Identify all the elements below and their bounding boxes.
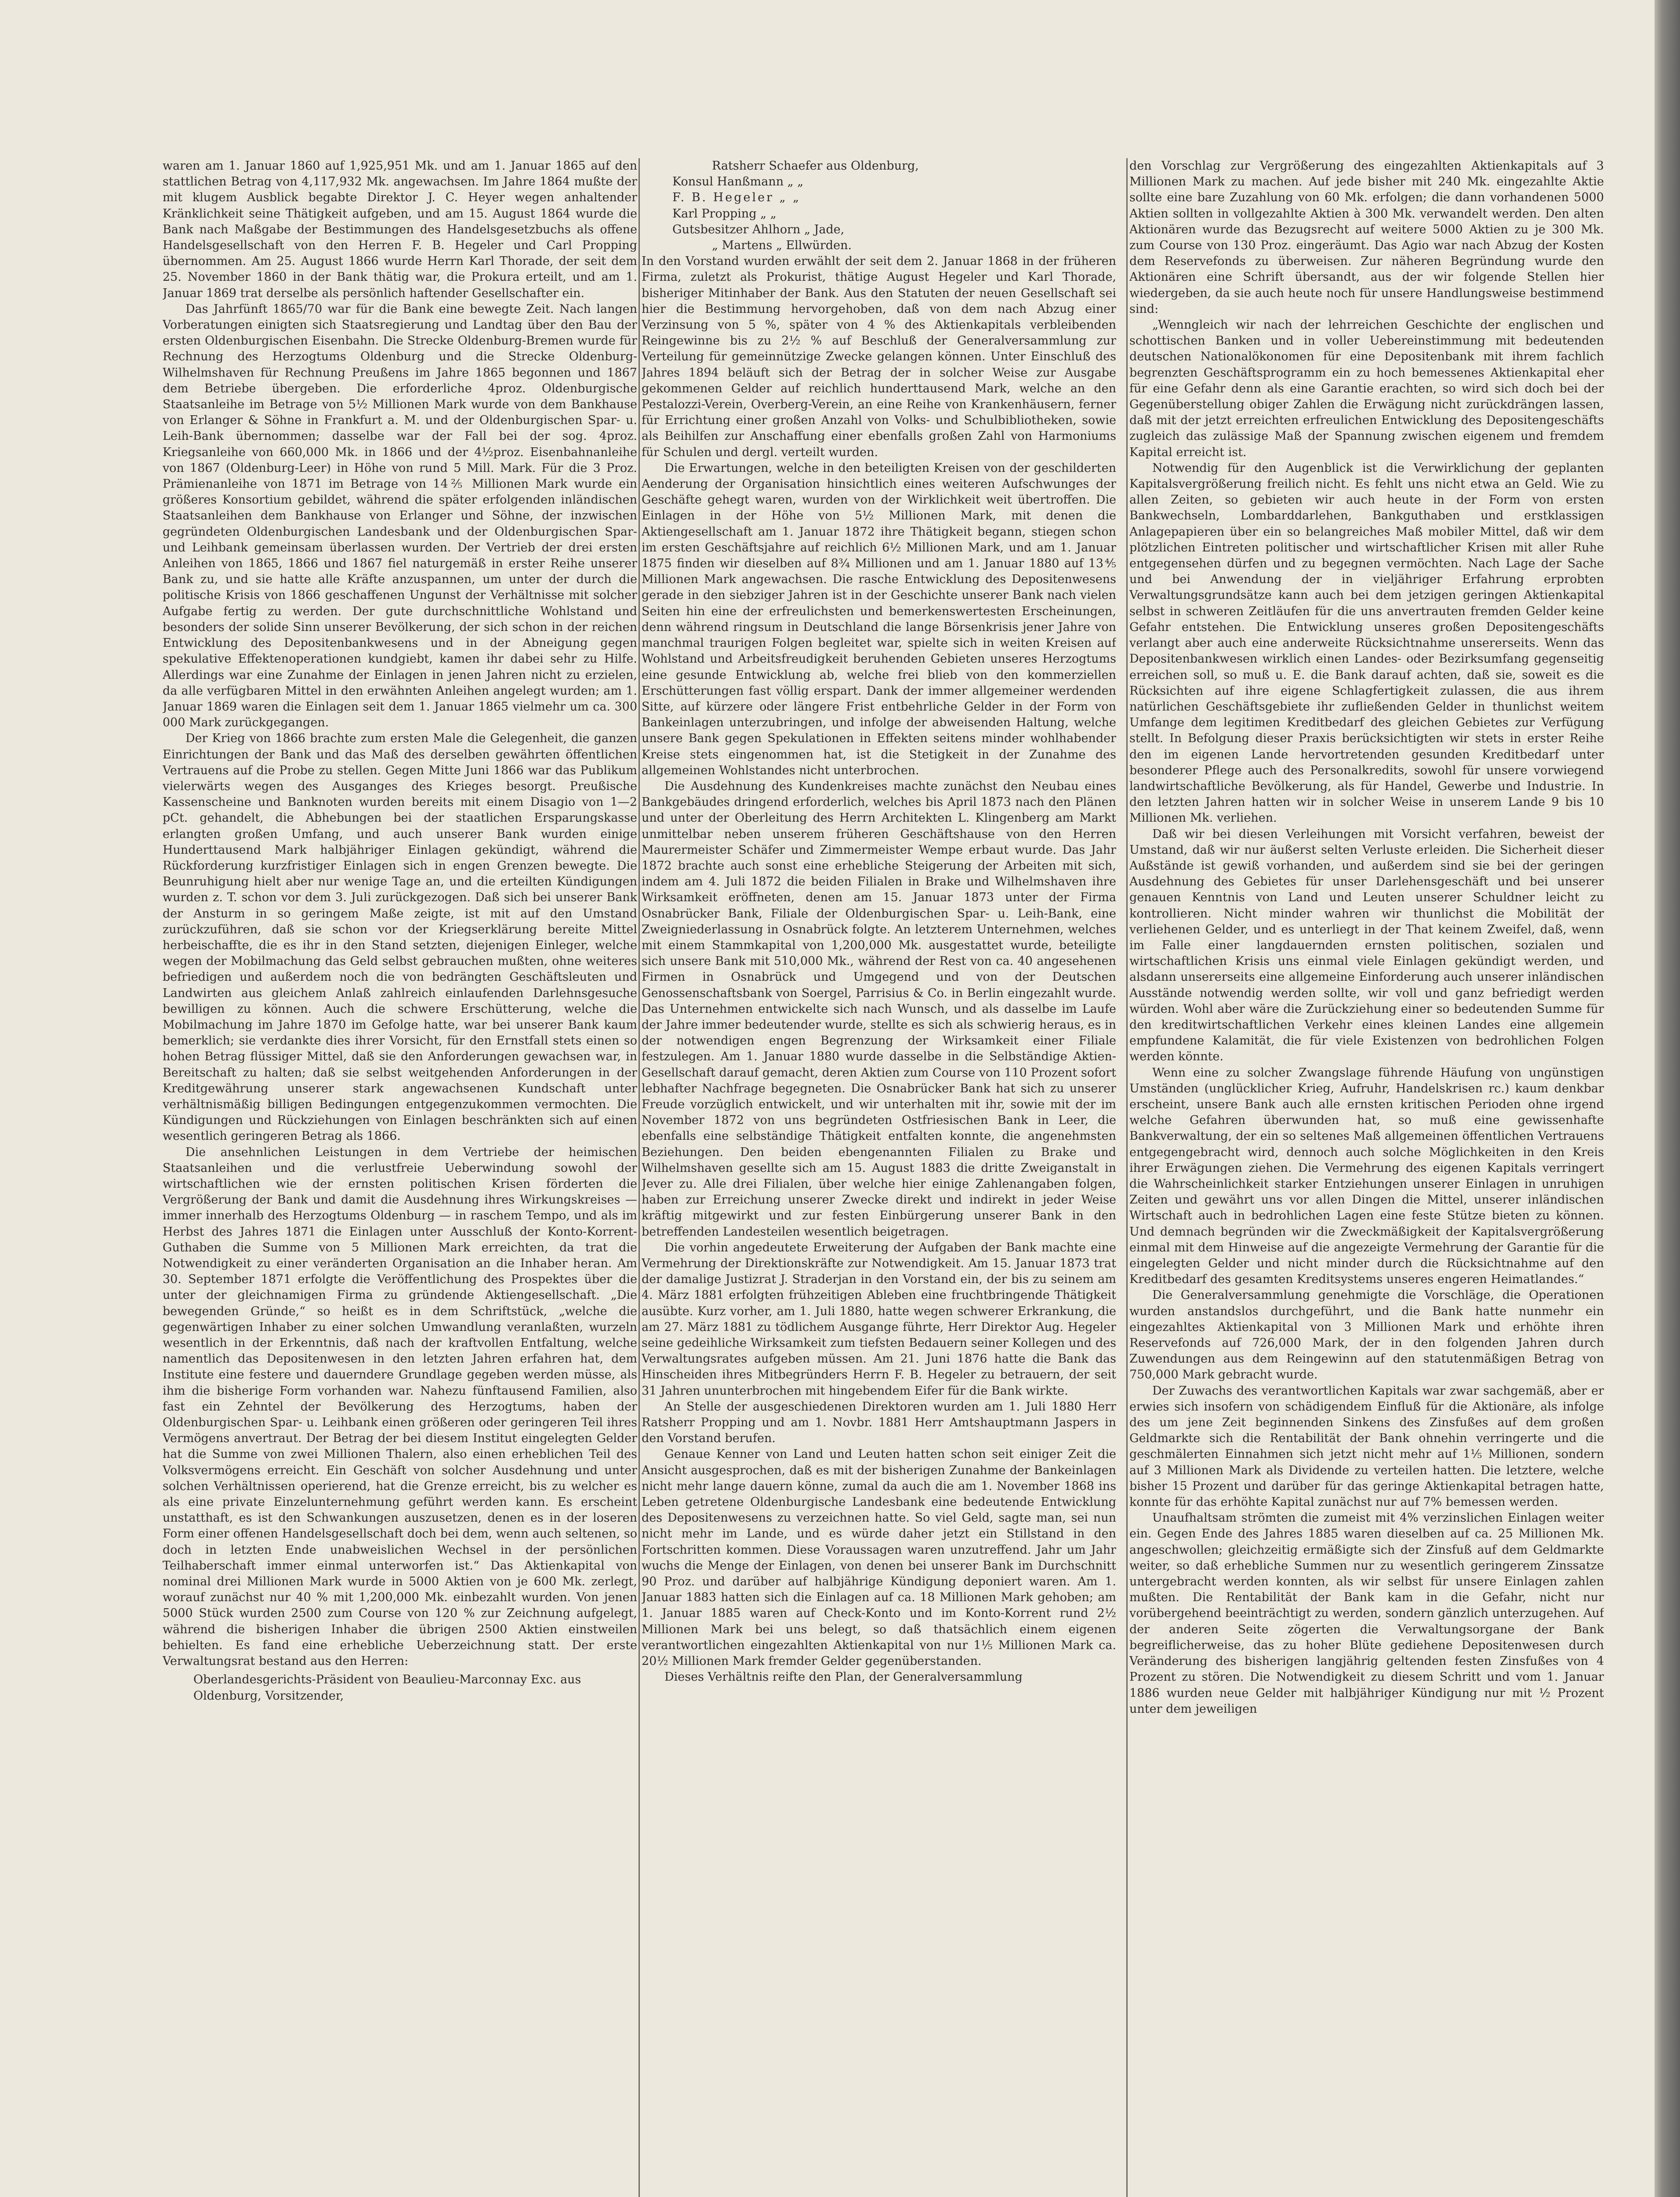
paragraph: Die Generalversammlung genehmigte die Vorschläge, die Operationen wurden anstandslos durchgeführt, und die Bank hatte nunmehr ein eingezahltes Aktienkapital von 3 Millionen Mark und erhöhte ihren Reservefonds auf 726,000 Mark, der in den folgenden Jahren durch Zuwendungen aus dem Reingewinn auf den statutenmäßigen Betrag von 750,000 Mark gebracht wurde. [1129,1288,1604,1382]
column-divider [639,158,640,2197]
paragraph: „Wenngleich wir nach der lehrreichen Geschichte der englischen und schottischen Banken und in voller Uebereinstimmung mit bedeutenden deutschen Nationalökonomen für eine Depositenbank mit ihrem fachlich begrenzten Geschäftsprogramm ein zu hoch bemessenes Aktienkapital eher für eine Gefahr denn als eine Garantie erachten, so wird sich doch bei der Gegenüberstellung obiger Zahlen die Erwägung nicht zurückdrängen lassen, daß mit der jetzt erreichten erfreulichen Entwicklung des Depositengeschäfts zugleich das zulässige Maß der Spannung zwischen eigenem und fremdem Kapital erreicht ist. [1129,318,1604,459]
paragraph: Die vorhin angedeutete Erweiterung der Aufgaben der Bank machte eine Vermehrung der Direktionskräfte zur Notwendigkeit. Am 15. Januar 1873 trat der damalige Justizrat J. Straderjan in den Vorstand ein, der bis zu seinem am 4. März 1881 erfolgten frühzeitigen Ableben eine fruchtbringende Thätigkeit ausübte. Kurz vorher, am 1. Juli 1880, hatte wegen schwerer Erkrankung, die am 27. März 1881 zu tödlichem Ausgange führte, Herr Direktor Aug. Hegeler seine gedeihliche Wirksamkeit zum tiefsten Bedauern seiner Kollegen und des Verwaltungsrates aufgeben müssen. Am 21. Juni 1876 hatte die Bank das Hinscheiden ihres Mitbegründers Herrn F. B. Hegeler zu betrauern, der seit 31 Jahren ununterbrochen mit hingebendem Eifer für die Bank wirkte. [642,1240,1116,1398]
board-member: „ Martens „ Ellwürden. [712,239,852,253]
board-member: Konsul Hanßmann „ „ [672,175,804,189]
paragraph: Der Zuwachs des verantwortlichen Kapitals war zwar sachgemäß, aber er erwies sich insofern von schädigendem Einfluß für die Aktionäre, als infolge des um jene Zeit beginnenden Sinkens des Zinsfußes auf dem großen Geldmarkte sich die Rentabilität der Bank ohnehin verringerte und die geschmälerten Einnahmen sich jetzt nicht mehr auf 1⅕ Millionen, sondern auf 3 Millionen Mark als Dividende zu verteilen hatten. Die letztere, welche bisher 15 Prozent und darüber für das geringe Aktienkapital betragen hatte, konnte für das erhöhte Kapital zunächst nur auf 7% bemessen werden. [1129,1384,1604,1509]
paragraph: den Vorschlag zur Vergrößerung des eingezahlten Aktienkapitals auf 3 Millionen Mark zu machen. Auf jede bisher mit 240 Mk. eingezahlte Aktie sollte eine bare Zuzahlung von 60 Mk. erfolgen; die dann vorhandenen 5000 Aktien sollten in vollgezahlte Aktien à 300 Mk. verwandelt werden. Den alten Aktionären wurde das Bezugsrecht auf weitere 5000 Aktien zu je 300 Mk. zum Course von 130 Proz. eingeräumt. Das Agio war nach Abzug der Kosten dem Reservefonds zu überweisen. Zur näheren Begründung wurde den Aktionären eine Schrift übersandt, aus der wir folgende Stellen hier wiedergeben, da sie auch heute noch für unsere Handlungsweise bestimmend sind: [1129,159,1604,316]
paragraph: Die Ausdehnung des Kundenkreises machte zunächst den Neubau eines Bankgebäudes dringend erforderlich, welches bis April 1873 nach den Plänen und unter der Oberleitung des Herrn Architekten L. Klingenberg am Markt unmittelbar neben unserem früheren Geschäftshause von den Herren Maurermeister Schäfer und Zimmermeister Wempe erbaut wurde. Das Jahr 1872 brachte auch sonst eine erhebliche Steigerung der Arbeiten mit sich, indem am 4. Juli 1872 die beiden Filialen in Brake und Wilhelmshaven ihre Wirksamkeit eröffneten, denen am 15. Januar 1873 unter der Firma Osnabrücker Bank, Filiale der Oldenburgischen Spar- u. Leih-Bank, eine Zweigniederlassung in Osnabrück folgte. An letzterem Unternehmen, welches mit einem Stammkapital von 1,200,000 Mk. ausgestattet wurde, beteiligte sich unsere Bank mit 510,000 Mk., während der Rest von ca. 40 angesehenen Firmen in Osnabrück und Umgegend und von der Deutschen Genossenschaftsbank von Soergel, Parrisius & Co. in Berlin eingezahlt wurde. Das Unternehmen entwickelte sich nach Wunsch, und als dasselbe im Laufe der Jahre immer bedeutender wurde, stellte es sich als schwierig heraus, es in der notwendigen engen Begrenzung der Wirksamkeit einer Filiale festzulegen. Am 1. Januar 1880 wurde dasselbe in die Selbständige Aktien-Gesellschaft darauf gemacht, deren Aktien zum Course von 110 Prozent sofort lebhafter Nachfrage begegneten. Die Osnabrücker Bank hat sich zu unserer Freude vorzüglich entwickelt, und wir unterhalten mit ihr, sowie mit der im November 1872 von uns begründeten Ostfriesischen Bank in Leer, die ebenfalls eine selbständige Thätigkeit entfalten konnte, die angenehmsten Beziehungen. Den beiden ebengenannten Filialen zu Brake und Wilhelmshaven gesellte sich am 15. August 1883 die dritte Zweiganstalt in Jever zu. Alle drei Filialen, über welche hier einige Zahlenangaben folgen, haben zur Erreichung unserer Zwecke direkt und indirekt in jeder Weise kräftig mitgewirkt und zur festen Einbürgerung unserer Bank in den betreffenden Landesteilen wesentlich beigetragen. [642,779,1116,1239]
column-divider [1126,158,1128,2197]
board-member: Karl Propping „ „ [672,207,777,221]
board-member: Gutsbesitzer Ahlhorn „ Jade, [672,222,845,236]
text-column-right [1129,158,1604,2197]
board-member-list [672,158,1116,254]
paragraph: Die Erwartungen, welche in den beteiligten Kreisen von der geschilderten Aenderung der Organisation hinsichtlich eines weiteren Aufschwunges der Geschäfte gehegt waren, wurden von der Wirklichkeit weit übertroffen. Die Einlagen in der Höhe von 5½ Millionen Mark, mit denen die Aktiengesellschaft am 1. Januar 1872 ihre Thätigkeit begann, stiegen schon im ersten Geschäftsjahre auf reichlich 6½ Millionen Mark, und am 1. Januar 1875 finden wir dieselben auf 8¾ Millionen und am 1. Januar 1880 auf 13⅘ Millionen Mark angewachsen. Die rasche Entwicklung des Depositenwesens gerade in den siebziger Jahren ist in der Geschichte unserer Bank nach vielen Seiten hin eine der erfreulichsten und bemerkenswertesten Erscheinungen, denn während ringsum in Deutschland die lange Börsenkrisis jener Jahre von manchmal traurigen Folgen begleitet war, spielte sich in weiten Kreisen auf Wohlstand und Arbeitsfreudigkeit beruhenden Gebieten unseres Herzogtums eine gesunde Entwicklung ab, welche frei blieb von den kommerziellen Erschütterungen fast völlig erspart. Dank der immer allgemeiner werdenden Sitte, auf kürzere oder längere Frist entbehrliche Gelder in der Form von Bankeinlagen unterzubringen, und infolge der abweisenden Haltung, welche unsere Bank gegen Spekulationen in Effekten seitens minder wohlhabender Kreise stets eingenommen hat, ist die Stetigkeit in der Zunahme des allgemeinen Wohlstandes nicht unterbrochen. [642,461,1116,777]
paragraph: Wenn eine zu solcher Zwangslage führende Häufung von ungünstigen Umständen (unglücklicher Krieg, Aufruhr, Handelskrisen rc.) kaum denkbar erscheint, unsere Bank auch alle ernsten kritischen Perioden ohne irgend welche Gefahren überwunden hat, so muß eine gewissenhafte Bankverwaltung, der ein so seltenes Maß allgemeinen öffentlichen Vertrauens entgegengebracht wird, dennoch auch solche Möglichkeiten in den Kreis ihrer Erwägungen ziehen. Die Vermehrung des eigenen Kapitals verringert die Wahrscheinlichkeit starker Entziehungen unserer Einlagen in unruhigen Zeiten und gewährt uns vor allen Dingen die Mittel, unserer inländischen Wirtschaft auch in bedrohlichen Lagen eine feste Stütze bieten zu können. Und demnach begründen wir die Zweckmäßigkeit der Kapitalsvergrößerung einmal mit dem Hinweise auf die angezeigte Vermehrung der Garantie für die eingelegten Gelder und nicht minder durch die Rücksichtnahme auf den Kreditbedarf des gesamten Kreditsystems unseres engeren Heimatlandes.“ [1129,1066,1604,1287]
paragraph: Die ansehnlichen Leistungen in dem Vertriebe der heimischen Staatsanleihen und die verlustfreie Ueberwindung sowohl der wirtschaftlichen wie der ernsten politischen Krisen förderten die Vergrößerung der Bank und damit die Ausdehnung ihres Wirkungskreises — immer innerhalb des Herzogtums Oldenburg — in raschem Tempo, und als im Herbst des Jahres 1871 die Einlagen unter Ausschluß der Konto-Korrent-Guthaben die Summe von 5 Millionen Mark erreichten, da trat die Notwendigkeit zu einer veränderten Organisation an die Inhaber heran. Am 30. September 1871 erfolgte die Veröffentlichung des Prospektes über die unter der gleichnamigen Firma zu gründende Aktiengesellschaft. „Die bewegenden Gründe,“ so heißt es in dem Schriftstück, „welche die gegenwärtigen Inhaber zu einer solchen Umwandlung veranlaßten, wurzeln wesentlich in der Erkenntnis, daß nach der kraftvollen Entfaltung, welche namentlich das Depositenwesen in den letzten Jahren erfahren hat, dem Institute eine festere und dauerndere Grundlage gegeben werden müsse, als ihm die bisherige Form vorhanden war. Nahezu fünftausend Familien, also fast ein Zehntel der Bevölkerung des Herzogtums, haben der Oldenburgischen Spar- u. Leihbank einen größeren oder geringeren Teil ihres Vermögens anvertraut. Der Betrag der bei diesem Institut eingelegten Gelder hat die Summe von zwei Millionen Thalern, also einen erheblichen Teil des Volksvermögens erreicht. Ein Geschäft von solcher Ausdehnung und unter solchen Verhältnissen operierend, hat die Grenze erreicht, bis zu welcher es als eine private Einzelunternehmung geführt werden kann. Es erscheint unstatthaft, es ist den Schwankungen auszusetzen, denen es in der loseren Form einer offenen Handelsgesellschaft doch bei dem, wenn auch seltenen, so doch in letzten Ende unabweislichen Wechsel in der persönlichen Teilhaberschaft immer einmal unterworfen ist.“ Das Aktienkapital von nominal drei Millionen Mark wurde in 5000 Aktien von je 600 Mk. zerlegt, worauf zunächst nur 40 % mit 1,200,000 Mk. einbezahlt wurden. Von jenen 5000 Stück wurden 2500 zum Course von 120 % zur Zeichnung aufgelegt, während die bisherigen Inhaber die übrigen 2500 Aktien einstweilen behielten. Es fand eine erhebliche Ueberzeichnung statt. Der erste Verwaltungsrat bestand aus den Herren: [163,1145,637,1668]
board-chairman: Oberlandesgerichts-Präsident von Beaulieu-Marconnay Exc. aus Oldenburg, Vorsitzender, [193,1673,581,1703]
paragraph: In den Vorstand wurden erwählt der seit dem 2. Januar 1868 in der früheren Firma, zuletzt als Prokurist, thätige August Hegeler und Karl Thorade, bisheriger Mitinhaber der Bank. Aus den Statuten der neuen Gesellschaft sei hier die Bestimmung hervorgehoben, daß von dem nach Abzug einer Verzinsung von 5 %, später von 4 % des Aktienkapitals verbleibenden Reingewinne bis zu 2½ % auf Beschluß der Generalversammlung zur Verteilung für gemeinnützige Zwecke gelangen können. Unter Einschluß des Jahres 1894 beläuft sich der Betrag der in solcher Weise zur Ausgabe gekommenen Gelder auf reichlich hunderttausend Mark, welche an den Pestalozzi-Verein, Overberg-Verein, an eine Reihe von Krankenhäusern, ferner für Errichtung einer großen Anzahl von Volks- und Schulbibliotheken, sowie als Beihilfen zur Anschaffung einer ebenfalls großen Zahl von Harmoniums für Schulen und dergl. verteilt wurden. [642,254,1116,459]
paragraph: Unaufhaltsam strömten die zumeist mit 4% verzinslichen Einlagen weiter ein. Gegen Ende des Jahres 1885 waren dieselben auf ca. 25 Millionen Mk. angeschwollen; gleichzeitig ermäßigte sich der Zinsfuß auf dem Geldmarkte weiter, so daß erhebliche Summen nur zu wesentlich geringerem Zinssatze untergebracht werden konnten, als wir selbst für unsere Einlagen zahlen mußten. Die Rentabilität der Bank kam in die Gefahr, nicht nur vorübergehend beeinträchtigt zu werden, sondern gänzlich unterzugehen. Auf der anderen Seite zögerten die Verwaltungsorgane der Bank begreiflicherweise, das zu hoher Blüte gediehene Depositenwesen durch Veränderung des bisherigen langjährig geltenden festen Zinsfußes von 4 Prozent zu stören. Die Notwendigkeit zu diesem Schritt und vom 1. Januar 1886 wurden neue Gelder mit halbjähriger Kündigung nur mit ½ Prozent unter dem jeweiligen [1129,1511,1604,1716]
paragraph: Der Krieg von 1866 brachte zum ersten Male die Gelegenheit, die ganzen Einrichtungen der Bank und das Maß des derselben gewährten öffentlichen Vertrauens auf die Probe zu stellen. Gegen Mitte Juni 1866 war das Publikum vielerwärts wegen des Ausganges des Krieges besorgt. Preußische Kassenscheine und Banknoten wurden bereits mit einem Disagio von 1—2 pCt. gehandelt, die Abhebungen bei der staatlichen Ersparungskasse erlangten großen Umfang, und auch unserer Bank wurden einige Hunderttausend Mark halbjähriger Einlagen gekündigt, während die Rückforderung kurzfristiger Einlagen sich in engen Grenzen bewegte. Die Beunruhigung hielt aber nur wenige Tage an, und die erteilten Kündigungen wurden z. T. schon vor dem 3. Juli zurückgezogen. Daß sich bei unserer Bank der Ansturm in so geringem Maße zeigte, ist mit auf den Umstand zurückzuführen, daß sie schon vor der Kriegserklärung bereite Mittel herbeischaffte, die es ihr in den Stand setzten, diejenigen Einleger, welche wegen der Mobilmachung das Geld selbst gebrauchen mußten, ohne weiteres befriedigen und außerdem noch die von bedrängten Geschäftsleuten und Landwirten aus gleichem Anlaß zahlreich einlaufenden Darlehnsgesuche bewilligen zu können. Auch die schwere Erschütterung, welche die Mobilmachung im Jahre 1870 im Gefolge hatte, war bei unserer Bank kaum bemerklich; sie verdankte dies ihrer Vorsicht, für den Ernstfall stets einen so hohen Betrag flüssiger Mittel, daß sie den Anforderungen gewachsen war, in Bereitschaft zu halten; daß sie selbst weitgehenden Anforderungen in der Kreditgewährung unserer stark angewachsenen Kundschaft unter verhältnismäßig billigen Bedingungen entgegenzukommen vermochten. Die Kündigungen und Rückziehungen von Einlagen beschränkten sich auf einen wesentlich geringeren Betrag als 1866. [163,732,637,1143]
paragraph: Das Jahrfünft 1865/70 war für die Bank eine bewegte Zeit. Nach langen Vorberatungen einigten sich Staatsregierung und Landtag über den Bau der ersten Oldenburgischen Eisenbahn. Die Strecke Oldenburg-Bremen wurde für Rechnung des Herzogtums Oldenburg und die Strecke Oldenburg-Wilhelmshaven für Rechnung Preußens im Jahre 1865 begonnen und 1867 dem Betriebe übergeben. Die erforderliche 4proz. Oldenburgische Staatsanleihe im Betrage von 5½ Millionen Mark wurde von dem Bankhause von Erlanger & Söhne in Frankfurt a. M. und der Oldenburgischen Spar- u. Leih-Bank übernommen; dasselbe war der Fall bei der sog. 4proz. Kriegsanleihe von 660,000 Mk. in 1866 und der 4½proz. Eisenbahnanleihe von 1867 (Oldenburg-Leer) in Höhe von rund 5 Mill. Mark. Für die 3 Proz. Prämienanleihe von 1871 im Betrage von 14⅖ Millionen Mark wurde ein größeres Konsortium gebildet, während die später erfolgenden inländischen Staatsanleihen dem Bankhause von Erlanger und Söhne, der inzwischen gegründeten Oldenburgischen Landesbank und der Oldenburgischen Spar- und Leihbank gemeinsam überlassen wurden. Der Vertrieb der drei ersten Anleihen von 1865, 1866 und 1867 fiel naturgemäß in erster Reihe unserer Bank zu, und sie hatte alle Kräfte anzuspannen, um unter der durch die politische Krisis von 1866 geschaffenen Ungunst der Verhältnisse mit solcher Aufgabe fertig zu werden. Der gute durchschnittliche Wohlstand und besonders der solide Sinn unserer Bevölkerung, der sich schon in der reichen Entwicklung des Depositenbankwesens und in der Abneigung gegen spekulative Effektenoperationen kundgiebt, kamen ihr dabei sehr zu Hilfe. Allerdings war eine Zunahme der Einlagen in jenen Jahren nicht zu erzielen, da alle verfügbaren Mittel in den erwähnten Anleihen angelegt wurden; am 1. Januar 1869 waren die Einlagen seit dem 1. Januar 1865 vielmehr um ca. 300 000 Mark zurückgegangen. [163,302,637,730]
paragraph: Daß wir bei diesen Verleihungen mit Vorsicht verfahren, beweist der Umstand, daß wir nur äußerst selten Verluste erleiden. Die Sicherheit dieser Außstände ist gewiß vorhanden, und außerdem sind sie bei der geringen Ausdehnung des Gebietes für unser Darlehensgeschäft und bei unserer genauen Kenntnis von Land und Leuten unserer Schuldner leicht zu kontrollieren. Nicht minder wahren wir thunlichst die Mobilität der verliehenen Gelder, und es unterliegt in der That keinem Zweifel, daß, wenn im Falle einer langdauernden ernsten politischen, sozialen und wirtschaftlichen Krisis uns einmal viele Einlagen gekündigt werden, und alsdann unsererseits eine allgemeine Einforderung auch unserer inländischen Ausstände notwendig werden sollte, wir voll und ganz befriedigt werden würden. Wohl aber wäre die Zurückziehung einer so bedeutenden Summe für den kreditwirtschaftlichen Verkehr eines kleinen Landes eine allgemein empfundene Kalamität, die für viele Existenzen von bedrohlichen Folgen werden könnte. [1129,827,1604,1064]
paragraph: Genaue Kenner von Land und Leuten hatten schon seit einiger Zeit die Ansicht ausgesprochen, daß es mit der bisherigen Zunahme der Bankeinlagen nicht mehr lange dauern könne, zumal da auch die am 1. November 1868 ins Leben getretene Oldenburgische Landesbank eine bedeutende Entwicklung des Depositenwesens zu verzeichnen hatte. So viel Geld, sagte man, sei nun nicht mehr im Lande, und es würde daher jetzt ein Stillstand in den Fortschritten kommen. Diese Voraussagen waren unzutreffend. Jahr um Jahr wuchs die Menge der Einlagen, von denen bei unserer Bank im Durchschnitt 90 Proz. und darüber auf halbjährige Kündigung deponiert waren. Am 1. Januar 1883 hatten sich die Einlagen auf ca. 18 Millionen Mark gehoben; am 1. Januar 1885 waren auf Check-Konto und im Konto-Korrent rund 2½ Millionen Mark bei uns belegt, so daß thatsächlich einem eigenen verantwortlichen eingezahlten Aktienkapital von nur 1⅕ Millionen Mark ca. 20½ Millionen Mark fremder Gelder gegenüberstanden. [642,1447,1116,1668]
board-member: F. B. Hegeler „ „ [672,191,801,205]
paragraph: Notwendig für den Augenblick ist die Verwirklichung der geplanten Kapitalsvergrößerung freilich nicht. Es fehlt uns nicht etwa an Geld. Wie zu allen Zeiten, so gebieten wir auch heute in der Form von ersten Bankwechseln, Lombarddarlehen, Bankguthaben und erstklassigen Anlagepapieren über ein so belangreiches Maß mobiler Mittel, daß wir dem plötzlichen Eintreten politischer und wirtschaftlicher Krisen mit aller Ruhe entgegensehen dürfen und zu begegnen vermöchten. Nach Lage der Sache und bei Anwendung der in vieljähriger Erfahrung erprobten Verwaltungsgrundsätze kann auch bei dem jetzigen geringen Aktienkapital selbst in schweren Zeitläufen für die uns anvertrauten fremden Gelder keine Gefahr entstehen. Die Entwicklung unseres großen Depositengeschäfts verlangt aber auch eine anderweite Rücksichtnahme unsererseits. Wenn das Depositenbankwesen wirklich einen Landes- oder Bezirksumfang gegenseitig erreichen soll, so muß u. E. die Bank darauf achten, daß sie, soweit es die Rücksichten auf ihre eigene Schlagfertigkeit zulassen, die aus ihrem natürlichen Geschäftsgebiete ihr zufließenden Gelder in thunlichst weitem Umfange dem legitimen Kreditbedarf des gleichen Gebietes zur Verfügung stellt. In Befolgung dieser Praxis berücksichtigten wir stets in erster Reihe den im eigenen Lande hervortretenden gesunden Kreditbedarf unter besonderer Pflege auch des Personalkredits, sowohl für unsere vorwiegend landwirtschaftliche Bevölkerung, als für Handel, Gewerbe und Industrie. In den letzten Jahren hatten wir in solcher Weise in unserem Lande 9 bis 10 Millionen Mk. verliehen. [1129,461,1604,825]
paragraph: An Stelle der ausgeschiedenen Direktoren wurden am 1. Juli 1880 Herr Ratsherr Propping und am 1. Novbr. 1881 Herr Amtshauptmann Jaspers in den Vorstand berufen. [642,1399,1116,1446]
board-member: Ratsherr Schaefer aus Oldenburg, [712,159,919,173]
text-column-middle [642,158,1116,2197]
page-edge-shadow [1655,0,1680,2197]
paragraph: Dieses Verhältnis reifte den Plan, der Generalversammlung [664,1670,1023,1684]
text-column-left [163,158,637,2197]
paragraph: waren am 1. Januar 1860 auf 1,925,951 Mk. und am 1. Januar 1865 auf den stattlichen Betrag von 4,117,932 Mk. angewachsen. Im Jahre 1864 mußte der mit klugem Ausblick begabte Direktor J. C. Heyer wegen anhaltender Kränklichkeit seine Thätigkeit aufgeben, und am 15. August 1864 wurde die Bank nach Maßgabe der Bestimmungen des Handelsgesetzbuchs als offene Handelsgesellschaft von den Herren F. B. Hegeler und Carl Propping übernommen. Am 25. August 1866 wurde Herrn Karl Thorade, der seit dem 25. November 1860 in der Bank thätig war, die Prokura erteilt, und am 1. Januar 1869 trat derselbe als persönlich haftender Gesellschafter ein. [163,159,637,300]
